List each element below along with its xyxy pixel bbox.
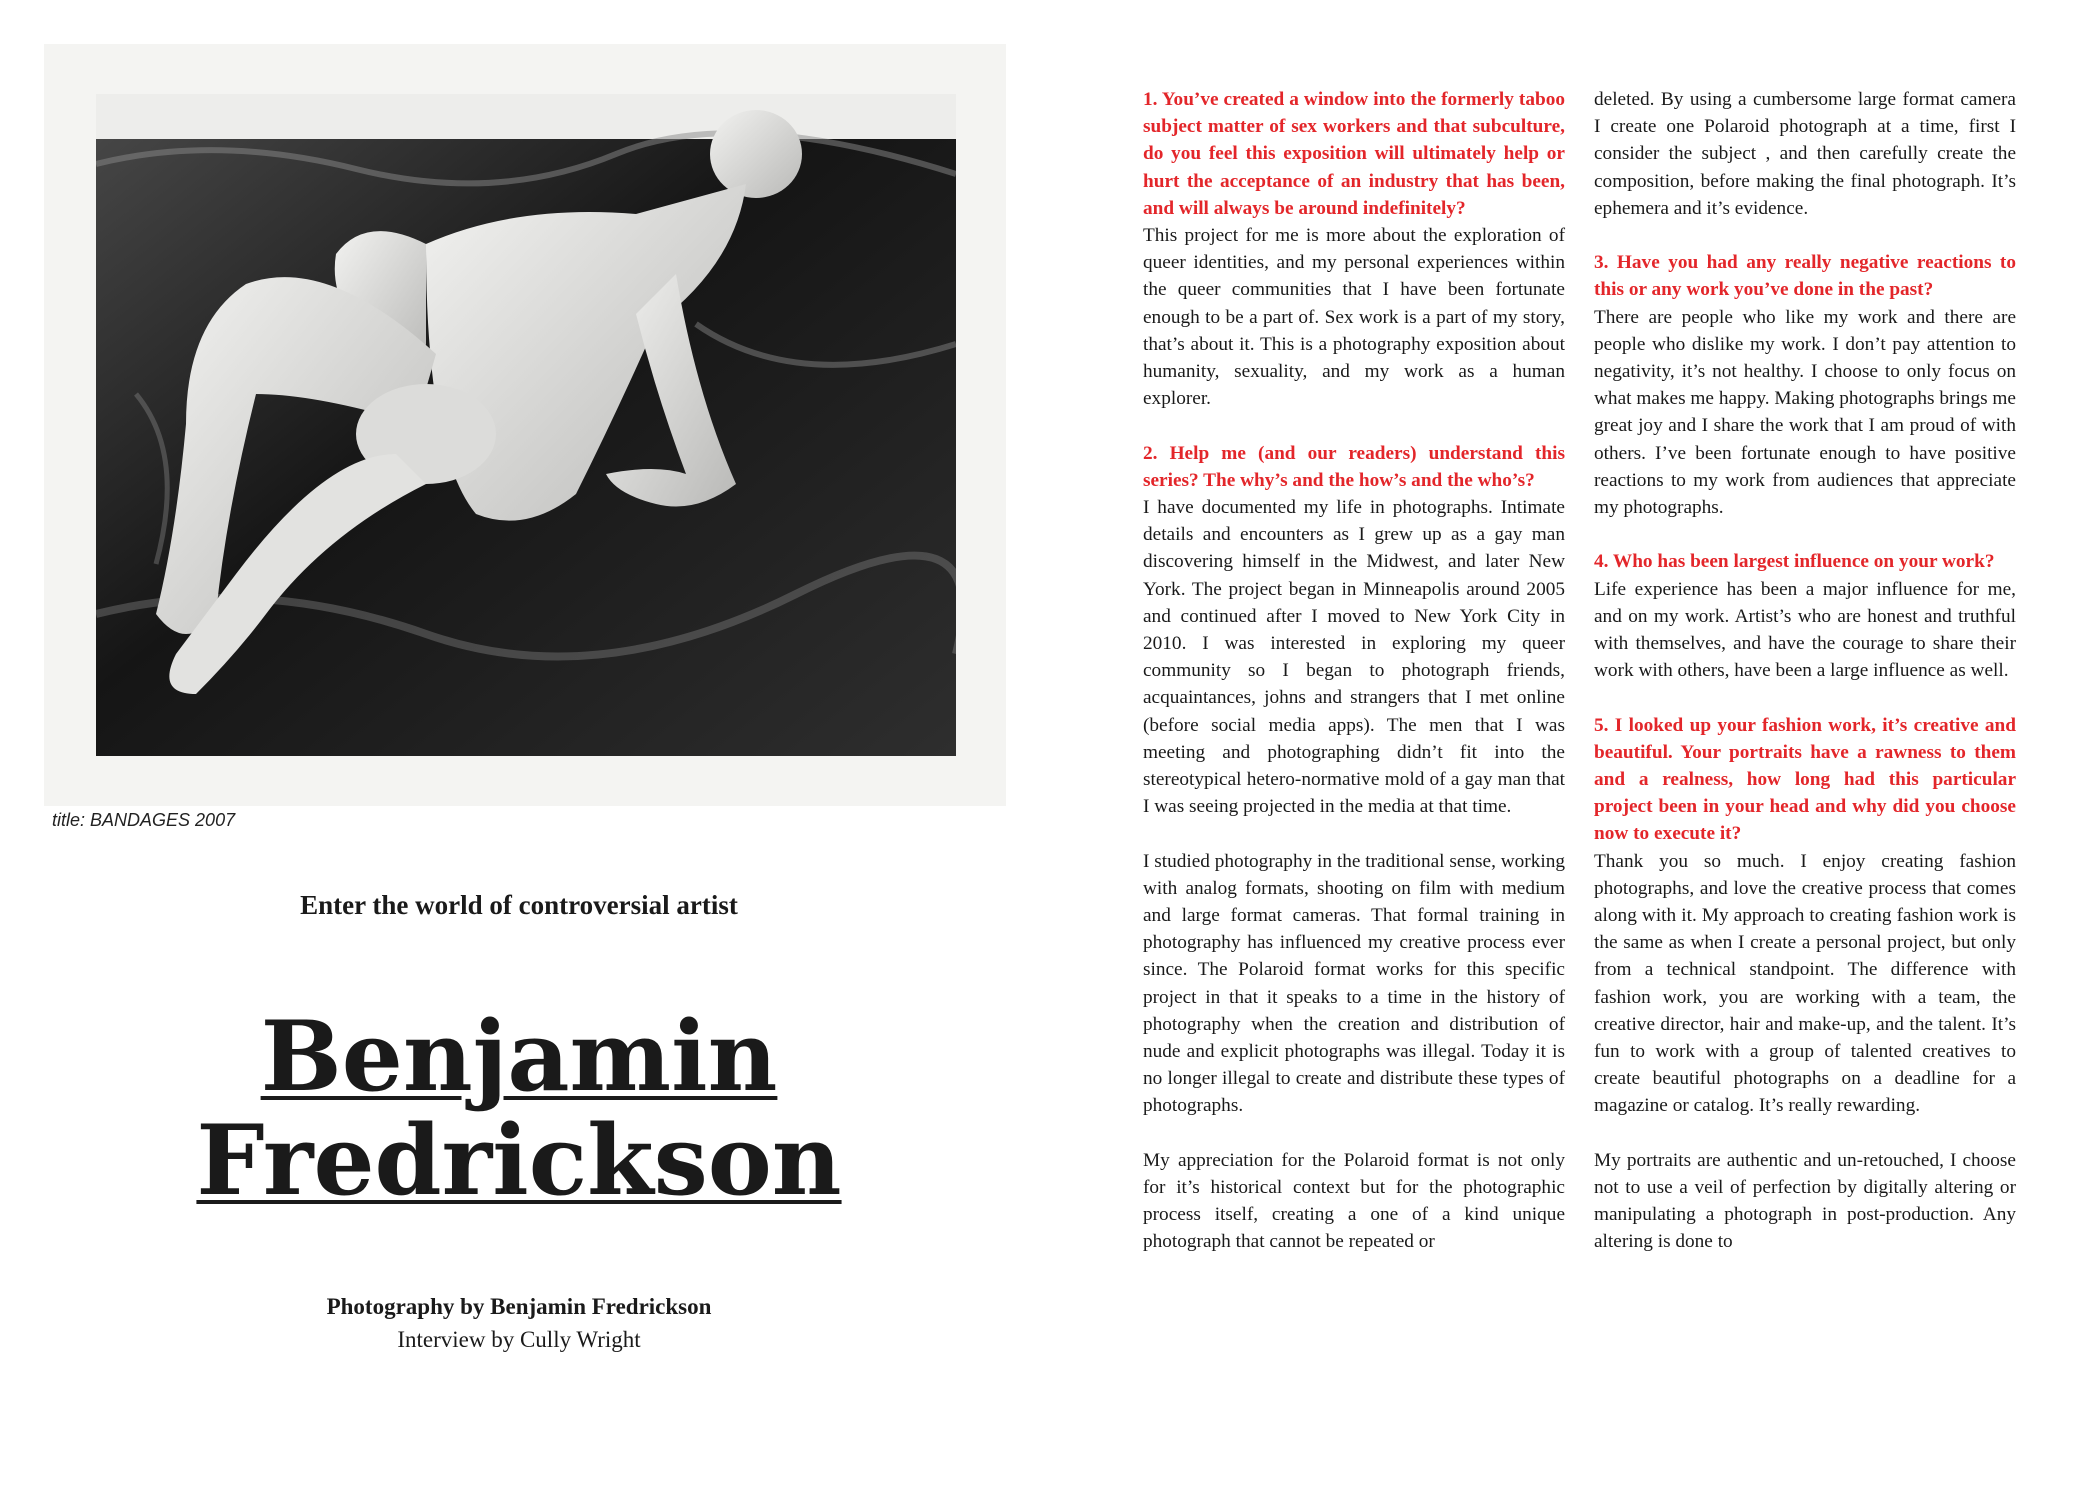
text-column-1 xyxy=(1143,86,1565,1256)
polaroid-frame xyxy=(44,44,1006,806)
answer-2-paragraph-2: I studied photography in the traditional sense, working with analog formats, shooting on film with medium and large format cameras. That formal training in photography has influenced my creative process ever since. The Polaroid format works for this specific project in that it speaks to a time in the history of photography when the creation and distribution of nude and explicit photographs was illegal. Today it is no longer illegal to create and distribute these types of photographs. xyxy=(1143,850,1565,1117)
text-column-2 xyxy=(1594,86,2016,1256)
answer-5-paragraph-1: Thank you so much. I enjoy creating fashion photographs, and love the creative process that comes along with it. My approach to creating fashion work is the same as when I create a personal project, but only from a technical standpoint. The difference with fashion work, you are working with a team, the creative director, hair and make-up, and the talent. It’s fun to work with a group of talented creatives to create beautiful photographs on a deadline for a magazine or catalog. It’s really rewarding. xyxy=(1594,850,2016,1117)
answer-5-paragraph-2: My portraits are authentic and un-retouched, I choose not to use a veil of perfection by digitally altering or manipulating a photograph in post-production. Any altering is done to xyxy=(1594,1149,2016,1253)
question-3: 3. Have you had any really negative reactions to this or any work you’ve done in the past? xyxy=(1594,252,2016,301)
answer-1: This project for me is more about the exploration of queer identities, and my personal experiences within the queer communities that I have been fortunate enough to be a part of. Sex work is a part of my story, that’s about it. This is a photography exposition about humanity, sexuality, and my work as a human explorer. xyxy=(1143,225,1565,410)
question-2: 2. Help me (and our readers) understand this series? The why’s and the how’s and the who’s? xyxy=(1143,442,1565,491)
credits xyxy=(44,1290,994,1356)
artist-name-line1: Benjamin xyxy=(260,1000,778,1113)
answer-2-paragraph-3: My appreciation for the Polaroid format is not only for it’s historical context but for the photographic process itself, creating a one of a kind unique photograph that cannot be repeated or xyxy=(1143,1149,1565,1253)
photo-credit: Photography by Benjamin Fredrickson xyxy=(326,1294,712,1319)
artist-name xyxy=(44,1000,994,1217)
answer-4: Life experience has been a major influence for me, and on my work. Artist’s who are honest and truthful with themselves, and have the courage to share their work with others, have been a large influence as well. xyxy=(1594,578,2016,682)
question-5: 5. I looked up your fashion work, it’s creative and beautiful. Your portraits have a rawness to them and a realness, how long had this particular project been in your head and why did you choose now to execute it? xyxy=(1594,714,2016,845)
polaroid-photo xyxy=(96,94,956,756)
interview-credit: Interview by Cully Wright xyxy=(397,1327,641,1352)
photo-caption: title: BANDAGES 2007 xyxy=(52,810,236,830)
intro-heading: Enter the world of controversial artist xyxy=(300,890,738,920)
answer-2-paragraph-1: I have documented my life in photographs. Intimate details and encounters as I grew up as a gay man discovering himself in the Midwest, and later New York. The project began in Minneapolis around 2005 and continued after I moved to New York City in 2010. I was interested in exploring my queer community so I began to photograph friends, acquaintances, johns and strangers that I met online (before social media apps). The men that I was meeting and photographing didn’t fit into the stereotypical hetero-normative mold of a gay man that I was seeing projected in the media at that time. xyxy=(1143,497,1565,818)
answer-2-continued: deleted. By using a cumbersome large format camera I create one Polaroid photograph at a time, first I consider the subject , and then carefully create the composition, before making the final photograph. It’s ephemera and it’s evidence. xyxy=(1594,89,2016,219)
bandaged-figure-image xyxy=(96,94,956,756)
question-1: 1. You’ve created a window into the formerly taboo subject matter of sex workers and that subculture, do you feel this exposition will ultimately help or hurt the acceptance of an industry that has been, and will always be around indefinitely? xyxy=(1143,89,1565,219)
question-4: 4. Who has been largest influence on your work? xyxy=(1594,551,1995,573)
artist-name-line2: Fredrickson xyxy=(196,1104,842,1217)
answer-3: There are people who like my work and there are people who dislike my work. I don’t pay attention to negativity, it’s not healthy. I choose to only focus on what makes me happy. Making photographs brings me great joy and I share the work that I am proud of with others. I’ve been fortunate enough to have positive reactions to my work from audiences that appreciate my photographs. xyxy=(1594,306,2016,519)
